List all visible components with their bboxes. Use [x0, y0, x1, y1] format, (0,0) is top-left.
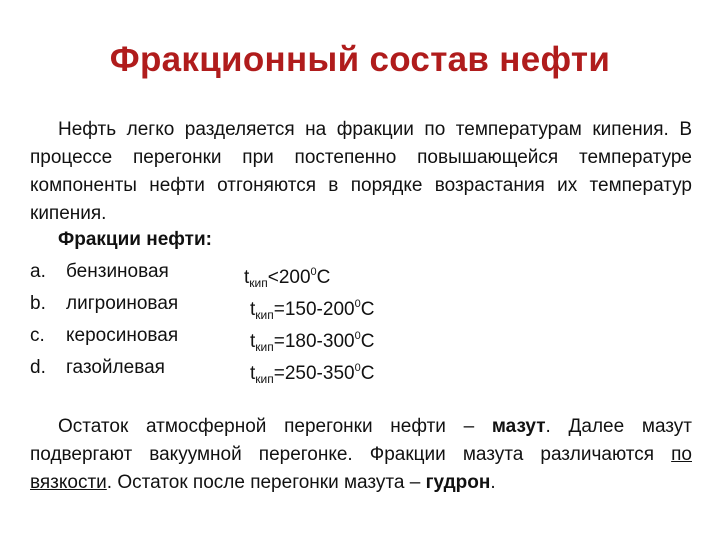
fraction-name: лигроиновая [66, 293, 179, 314]
fraction-item [30, 258, 692, 290]
fraction-name: керосиновая [66, 325, 179, 346]
fractions-heading: Фракции нефти: [58, 229, 212, 250]
outro-text-1: Остаток атмосферной перегонки нефти – [58, 416, 492, 437]
temp-range: 180-300 [284, 331, 355, 352]
slide-title: Фракционный состав нефти [109, 40, 611, 79]
term-gudron: гудрон [425, 472, 491, 493]
outro-paragraph [30, 413, 692, 497]
temp-symbol: t [244, 267, 250, 288]
list-marker: d. [30, 357, 46, 378]
temp-unit: C [360, 363, 375, 384]
temp-range: 150-200 [284, 299, 355, 320]
degree-mark: 0 [354, 298, 361, 310]
fraction-item [30, 354, 692, 386]
temp-operator: = [273, 363, 285, 384]
temp-symbol: t [250, 299, 256, 320]
temp-range: 200 [278, 267, 311, 288]
degree-mark: 0 [310, 266, 317, 278]
temp-unit: C [360, 331, 375, 352]
temp-operator: < [267, 267, 279, 288]
temp-symbol: t [250, 331, 256, 352]
fraction-name: газойлевая [66, 357, 165, 378]
temp-operator: = [273, 299, 285, 320]
temp-subscript: кип [255, 340, 274, 354]
outro-text-4: . [490, 472, 496, 493]
temp-symbol: t [250, 363, 256, 384]
intro-paragraph [30, 116, 692, 228]
list-marker: b. [30, 293, 46, 314]
temp-subscript: кип [249, 276, 268, 290]
boiling-temperature [250, 354, 374, 393]
intro-text: Нефть легко разделяется на фракции по температурам кипения. В процессе перегонки при постепенно повышающейся температуре компоненты нефти отгоняются в порядке возрастания их температур кипения. [30, 119, 692, 224]
fraction-name: бензиновая [66, 261, 169, 282]
degree-mark: 0 [354, 330, 361, 342]
temp-operator: = [273, 331, 285, 352]
temp-unit: C [360, 299, 375, 320]
temp-range: 250-350 [284, 363, 355, 384]
term-mazut: мазут [491, 416, 546, 437]
fraction-item [30, 322, 692, 354]
list-marker: c. [30, 325, 45, 346]
fraction-item [30, 290, 692, 322]
temp-subscript: кип [255, 308, 274, 322]
list-marker: a. [30, 261, 46, 282]
term-viscosity: по вязкости [30, 444, 692, 493]
temp-subscript: кип [255, 372, 274, 386]
degree-mark: 0 [354, 362, 361, 374]
temp-unit: C [316, 267, 331, 288]
outro-text-2: . Далее мазут подвергают вакуумной перегонке. Фракции мазута различаются [30, 416, 692, 465]
outro-text-3: . Остаток после перегонки мазута – [106, 472, 426, 493]
